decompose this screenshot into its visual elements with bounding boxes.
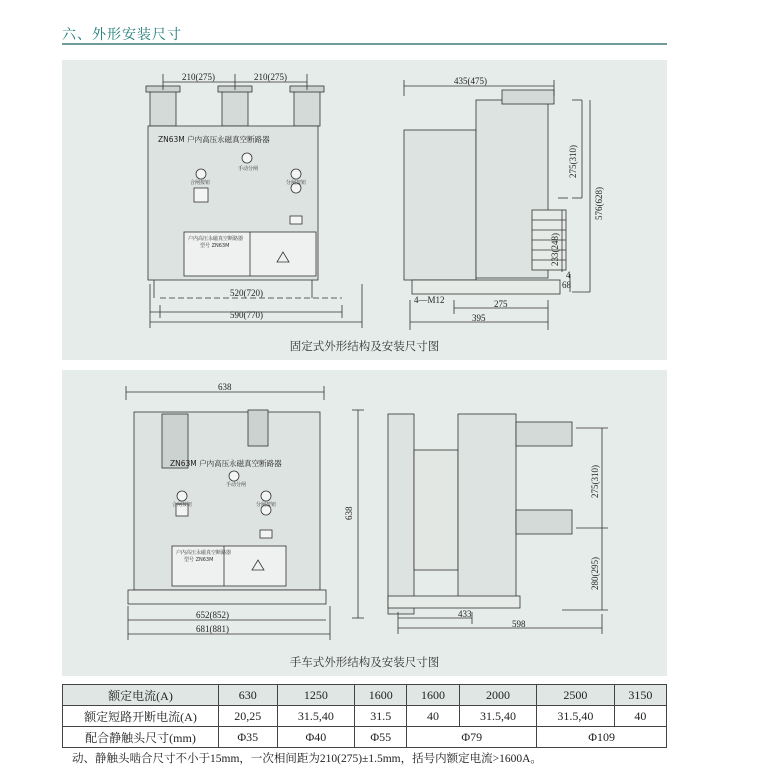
footnote: 动、静触头啮合尺寸不小于15mm，一次相间距为210(275)±1.5mm，括号内额定电流>1600A。: [72, 753, 542, 765]
row-label: 额定电流(A): [63, 685, 219, 706]
dim-side-v2: 576(628): [594, 187, 604, 220]
side-view: [352, 410, 608, 634]
table-cell: Φ79: [407, 727, 537, 748]
dim-side-b2: 598: [512, 619, 526, 629]
open-button-label: 分闸按钮: [256, 502, 277, 508]
dim-side-b1: 433: [458, 609, 472, 619]
dim-bottom-outer: 590(770): [230, 310, 263, 320]
dim-side-v4: 4: [566, 270, 571, 280]
front-view: [126, 386, 330, 640]
table-row: [63, 727, 667, 748]
truck-type-caption: 手车式外形结构及安装尺寸图: [289, 655, 440, 669]
dim-side-v5: 68: [562, 280, 571, 290]
manual-open-label: 手动分闸: [238, 166, 259, 172]
dim-side-b2: 395: [472, 313, 486, 323]
dim-top-pitch-2: 210(275): [254, 72, 287, 82]
nameplate-title: 户内高压永磁真空断路器: [176, 550, 232, 556]
table-cell: 31.5,40: [277, 706, 354, 727]
dim-bottom-inner: 520(720): [230, 288, 263, 298]
table-cell: 1600: [407, 685, 459, 706]
table-row: [63, 685, 667, 706]
table-row: [63, 706, 667, 727]
dim-side-hole: 4—M12: [414, 295, 445, 305]
dim-side-v2: 280(295): [590, 557, 600, 590]
table-cell: 40: [614, 706, 666, 727]
table-cell: 1600: [355, 685, 407, 706]
dim-top-width: 638: [218, 382, 232, 392]
dim-side-v1: 275(310): [568, 145, 578, 178]
table-cell: Φ55: [355, 727, 407, 748]
table-cell: Φ35: [219, 727, 278, 748]
table-cell: 31.5: [355, 706, 407, 727]
table-cell: 2000: [459, 685, 536, 706]
table-cell: Φ109: [537, 727, 667, 748]
fixed-type-drawing: [62, 60, 667, 360]
truck-type-figure: [62, 370, 667, 676]
spec-table: [62, 684, 667, 748]
dim-bottom-inner: 652(852): [196, 610, 229, 620]
dim-bottom-outer: 681(881): [196, 624, 229, 634]
dim-side-top: 435(475): [454, 76, 487, 86]
table-cell: 31.5,40: [537, 706, 614, 727]
dim-height: 638: [344, 506, 354, 520]
table-cell: 3150: [614, 685, 666, 706]
device-name: ZN63M 户内高压永磁真空断路器: [158, 135, 270, 144]
table-cell: 630: [219, 685, 278, 706]
open-button-label: 分闸按钮: [286, 180, 307, 186]
dim-side-v3: 233(248): [550, 233, 560, 266]
device-name: ZN63M 户内高压永磁真空断路器: [170, 459, 282, 468]
table-cell: 1250: [277, 685, 354, 706]
row-label: 额定短路开断电流(A): [63, 706, 219, 727]
nameplate-title: 户内高压永磁真空断路器: [188, 236, 244, 242]
table-cell: 31.5,40: [459, 706, 536, 727]
nameplate-model: 型号 ZN63M: [184, 557, 214, 563]
fixed-type-figure: [62, 60, 667, 360]
dim-side-v1: 275(310): [590, 465, 600, 498]
dim-top-pitch-1: 210(275): [182, 72, 215, 82]
table-cell: 40: [407, 706, 459, 727]
truck-type-drawing: [62, 370, 667, 676]
close-button-label: 合闸按钮: [190, 180, 211, 186]
nameplate-model: 型号 ZN63M: [200, 243, 230, 249]
table-cell: Φ40: [277, 727, 354, 748]
title-divider: [62, 43, 667, 45]
row-label: 配合静触头尺寸(mm): [63, 727, 219, 748]
dim-side-b1: 275: [494, 299, 508, 309]
close-button-label: 合闸按钮: [172, 502, 193, 508]
table-cell: 20,25: [219, 706, 278, 727]
fixed-type-caption: 固定式外形结构及安装尺寸图: [289, 339, 440, 353]
manual-open-label: 手动分闸: [226, 482, 247, 488]
side-view: [404, 80, 590, 330]
section-title: 六、外形安装尺寸: [62, 27, 182, 43]
table-cell: 2500: [537, 685, 614, 706]
